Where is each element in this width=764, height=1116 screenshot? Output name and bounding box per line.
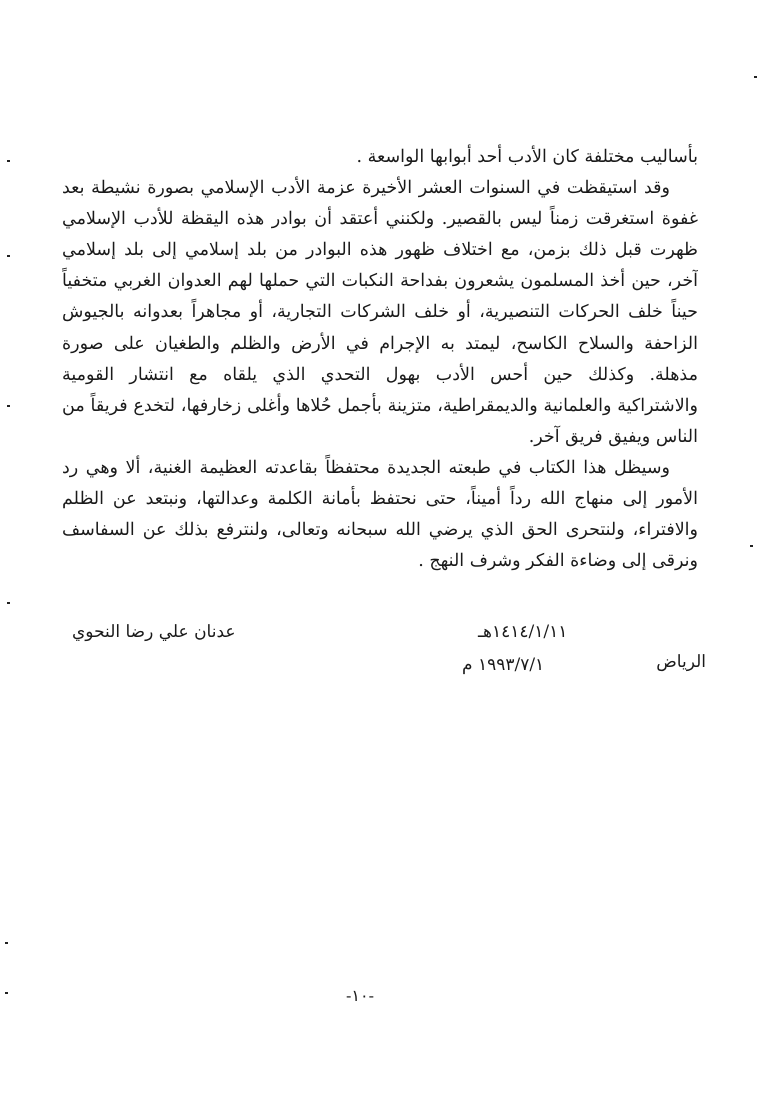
text-line: والاشتراكية والعلمانية والديمقراطية، متزينة بأجمل حُلاها وأغلى زخارفها، لتخدع فريقاً من: [62, 395, 698, 416]
scan-speck: [750, 545, 753, 547]
text-line: غفوة استغرقت زمناً ليس بالقصير. ولكنني أعتقد أن بوادر هذه اليقظة للأدب الإسلامي: [62, 209, 698, 230]
scan-speck: [7, 160, 10, 162]
scan-speck: [7, 405, 10, 407]
body-text: [62, 142, 698, 577]
text-line: آخر، حين أخذ المسلمون يشعرون بفداحة النكبات التي حملها لهم العدوان الغربي متخفياً: [62, 271, 698, 292]
text-line: مذهلة. وكذلك حين أحس الأدب بهول التحدي الذي يلقاه مع انتشار القومية: [62, 364, 698, 385]
date-gregorian: ١٩٩٣/٧/١ م: [462, 655, 545, 675]
text-line: الأمور إلى منهاج الله رداً أميناً، حتى نحتفظ بأمانة الكلمة وعدالتها، ونبتعد عن الظلم: [62, 489, 698, 510]
place-name: الرياض: [656, 652, 706, 672]
page-number: -١٠-: [346, 986, 374, 1005]
author-name: عدنان علي رضا النحوي: [72, 622, 236, 642]
text-line: الناس ويفيق فريق آخر.: [528, 426, 698, 447]
text-line: وقد استيقظت في السنوات العشر الأخيرة عزمة الأدب الإسلامي بصورة نشيطة بعد: [62, 178, 670, 199]
text-line: وسيظل هذا الكتاب في طبعته الجديدة محتفظاً بقاعدته العظيمة الغنية، ألا وهي رد: [62, 457, 670, 478]
text-line: الزاحفة والسلاح الكاسح، ليمتد به الإجرام في الأرض والظلم والطغيان على صورة: [62, 333, 698, 354]
scan-speck: [754, 76, 757, 78]
scan-speck: [7, 602, 10, 604]
date-hijri: ١٤١٤/١/١١هـ: [478, 622, 568, 642]
scan-speck: [5, 992, 8, 994]
text-line: بأساليب مختلفة كان الأدب أحد أبوابها الواسعة .: [356, 147, 698, 167]
text-line: ونرقى إلى وضاءة الفكر وشرف النهج .: [418, 551, 698, 572]
scan-speck: [7, 255, 10, 257]
text-line: حيناً خلف الحركات التنصيرية، أو خلف الشركات التجارية، أو مجاهراً بعدوانه بالجيوش: [62, 302, 698, 323]
text-line: والافتراء، ولنتحرى الحق الذي يرضي الله سبحانه وتعالى، ولنترفع بذلك عن السفاسف: [62, 520, 698, 541]
scan-speck: [5, 942, 8, 944]
text-line: ظهرت قبل ذلك بزمن، مع اختلاف ظهور هذه البوادر من بلد إسلامي إلى بلد إسلامي: [62, 240, 698, 261]
